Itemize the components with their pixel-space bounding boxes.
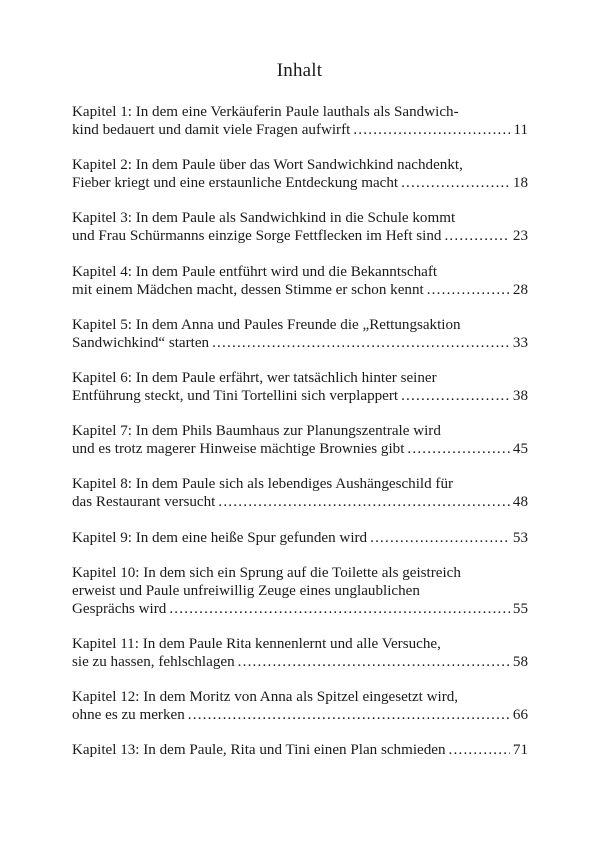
toc-entry-line: erweist und Paule unfreiwillig Zeuge eines unglaublichen <box>72 582 420 599</box>
toc-entry-last-line <box>72 493 528 511</box>
toc-page-number: 33 <box>512 334 528 351</box>
toc-entry-line: ohne es zu merken <box>72 707 185 724</box>
dot-leader <box>212 334 510 352</box>
toc-entry-line: Kapitel 4: In dem Paule entführt wird und die Bekanntschaft <box>72 263 438 280</box>
toc-entry-line: das Restaurant versucht <box>72 494 216 511</box>
toc-entry <box>72 316 528 352</box>
dot-leader <box>449 741 510 759</box>
toc-entry-line: Gesprächs wird <box>72 600 167 617</box>
dot-leader <box>444 227 509 245</box>
toc-entry-line: Kapitel 2: In dem Paule über das Wort Sandwichkind nachdenkt, <box>72 157 463 174</box>
toc-entry-line: Kapitel 9: In dem eine heiße Spur gefunden wird <box>72 529 368 546</box>
toc-entry <box>72 475 528 511</box>
toc-entry-line: sie zu hassen, fehlschlagen <box>72 653 235 670</box>
toc-entry <box>72 688 528 724</box>
toc-entry-line: Kapitel 6: In dem Paule erfährt, wer tatsächlich hinter seiner <box>72 369 437 386</box>
toc-entry-last-line <box>72 706 528 724</box>
toc-entry <box>72 103 528 139</box>
toc-entry-line: Entführung steckt, und Tini Tortellini sich verplappert <box>72 387 399 404</box>
toc-entry-line: Kapitel 12: In dem Moritz von Anna als Spitzel eingesetzt wird, <box>72 689 459 706</box>
toc-entry-line: mit einem Mädchen macht, dessen Stimme er schon kennt <box>72 281 424 298</box>
toc-entry <box>72 422 528 458</box>
toc-entry <box>72 369 528 405</box>
toc-entry-line: kind bedauert und damit viele Fragen aufwirft <box>72 122 351 138</box>
toc-list <box>72 103 528 776</box>
toc-entry <box>72 529 528 547</box>
toc-entry-line: Kapitel 5: In dem Anna und Paules Freunde die „Rettungsaktion <box>72 316 461 333</box>
dot-leader <box>401 174 510 192</box>
toc-entry-last-line <box>72 600 528 618</box>
dot-leader <box>238 653 510 671</box>
toc-entry-line: Kapitel 11: In dem Paule Rita kennenlernt und alle Versuche, <box>72 635 441 652</box>
toc-entry-last-line <box>72 387 528 405</box>
toc-page-number: 55 <box>512 600 528 617</box>
toc-page-number: 45 <box>512 441 528 458</box>
toc-entry-last-line <box>72 653 528 671</box>
toc-entry-line: Kapitel 13: In dem Paule, Rita und Tini einen Plan schmieden <box>72 742 446 759</box>
toc-entry-line: und Frau Schürmanns einzige Sorge Fettflecken im Heft sind <box>72 228 442 245</box>
toc-page-number: 11 <box>513 122 528 138</box>
toc-entry-last-line <box>72 529 528 547</box>
toc-entry-line: Sandwichkind“ starten <box>72 334 210 351</box>
toc-entry <box>72 263 528 299</box>
toc-entry <box>72 635 528 671</box>
dot-leader <box>407 440 510 458</box>
toc-page-number: 48 <box>512 494 528 511</box>
toc-entry-last-line <box>72 334 528 352</box>
toc-entry-line: Kapitel 10: In dem sich ein Sprung auf die Toilette als geistreich <box>72 564 461 581</box>
toc-entry <box>72 209 528 245</box>
toc-entry <box>72 156 528 192</box>
toc-title: Inhalt <box>276 60 323 81</box>
dot-leader <box>427 281 510 299</box>
toc-entry-last-line <box>72 174 528 192</box>
toc-entry-line: Kapitel 7: In dem Phils Baumhaus zur Planungszentrale wird <box>72 423 441 440</box>
dot-leader <box>401 387 510 405</box>
dot-leader <box>370 529 510 547</box>
toc-page-number: 71 <box>512 742 528 759</box>
toc-page-number: 66 <box>512 707 528 724</box>
toc-entry-last-line <box>72 227 528 245</box>
dot-leader <box>188 706 510 724</box>
dot-leader <box>169 600 510 618</box>
toc-page-number: 58 <box>512 653 528 670</box>
toc-page-number: 28 <box>512 281 528 298</box>
toc-entry-line: und es trotz magerer Hinweise mächtige Brownies gibt <box>72 441 405 458</box>
toc-entry-line: Kapitel 8: In dem Paule sich als lebendiges Aushängeschild für <box>72 476 454 493</box>
toc-page-number: 18 <box>512 175 528 192</box>
dot-leader <box>218 493 510 511</box>
toc-page-number: 23 <box>512 228 528 245</box>
toc-entry-last-line <box>72 741 528 759</box>
toc-entry <box>72 741 528 759</box>
toc-entry <box>72 564 528 618</box>
toc-entry-line: Kapitel 3: In dem Paule als Sandwichkind in die Schule kommt <box>72 210 456 227</box>
toc-entry-last-line <box>72 440 528 458</box>
toc-entry-line: Kapitel 1: In dem eine Verkäuferin Paule lauthals als Sandwich- <box>72 104 459 120</box>
dot-leader <box>353 121 510 139</box>
toc-page-number: 38 <box>512 387 528 404</box>
toc-entry-last-line <box>72 281 528 299</box>
toc-page-number: 53 <box>512 529 528 546</box>
toc-entry-last-line <box>72 121 528 139</box>
toc-entry-line: Fieber kriegt und eine erstaunliche Entdeckung macht <box>72 175 399 192</box>
